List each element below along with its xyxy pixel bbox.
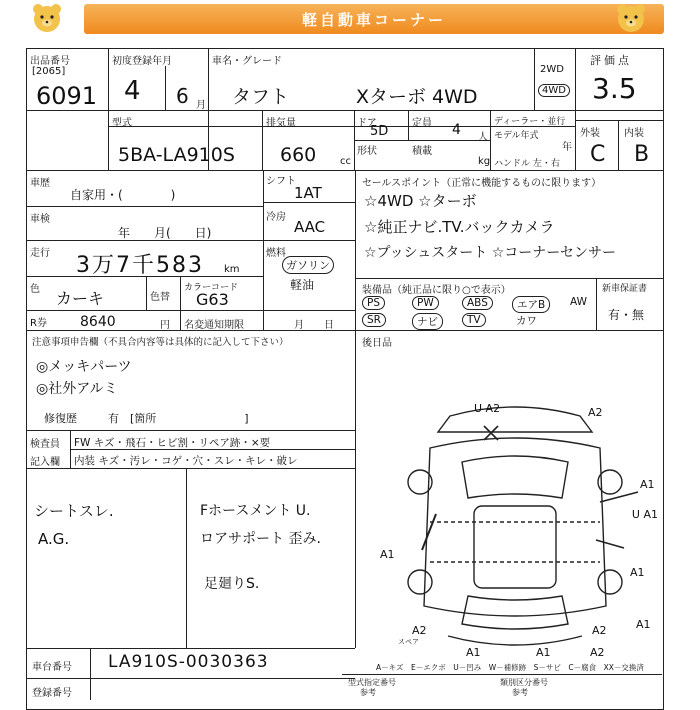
grid-line xyxy=(354,140,490,141)
grid-line xyxy=(575,48,576,170)
disp-unit: cc xyxy=(340,156,351,167)
grade: Xターボ 4WD xyxy=(356,86,478,108)
mileage: 3万7千583 xyxy=(76,253,204,278)
grid-line xyxy=(90,648,91,700)
spare-note: スペア xyxy=(398,638,419,646)
mark-8: A1 xyxy=(466,646,481,659)
fuel-label: 燃料 xyxy=(266,248,286,259)
inspector-label: 検査員 xyxy=(30,439,60,450)
front-bumper xyxy=(438,407,592,432)
score-label: 評価点 xyxy=(590,54,632,67)
hw-mid-3: 足廻りS. xyxy=(204,576,260,592)
grid-line xyxy=(186,468,187,648)
yen-unit: 円 xyxy=(160,320,170,331)
equip-item: AW xyxy=(570,296,587,308)
recycle: 8640 xyxy=(80,314,116,330)
ext-label: 外装 xyxy=(580,128,600,139)
equip-item: PS xyxy=(362,296,385,310)
auction-sheet xyxy=(0,38,700,700)
rear-seat-label: 後日品 xyxy=(362,338,392,349)
mileage-label: 走行 xyxy=(30,248,50,259)
hw-left-2: A.G. xyxy=(38,530,70,548)
type-label: 型式 xyxy=(112,118,132,129)
grid-line xyxy=(26,468,355,469)
roof xyxy=(474,506,556,588)
recycle-label: R券 xyxy=(30,318,47,329)
mark-0: U A2 xyxy=(474,402,501,415)
wheel-rear-right xyxy=(598,570,622,594)
wheel-rear-left xyxy=(408,570,432,594)
warranty-label: 新車保証書 xyxy=(602,284,648,294)
dealer-label: ディーラー・並行 xyxy=(494,117,566,127)
diagram-legend: A－キズ E－エクボ U－凹み W－補修跡 S－サビ C－腐食 XX－交換済 xyxy=(376,663,644,672)
grid-line xyxy=(262,110,263,170)
grid-line xyxy=(26,110,663,111)
grid-line xyxy=(26,430,355,431)
grid-line xyxy=(408,110,409,140)
notes-line-1: ◎メッキパーツ xyxy=(36,359,132,375)
equip-item: ABS xyxy=(462,296,493,310)
color: カーキ xyxy=(56,289,105,308)
grid-line xyxy=(180,310,181,330)
reg-year: 4 xyxy=(124,76,141,106)
lot-number: 6091 xyxy=(36,82,98,110)
usage-label: 車歴 xyxy=(30,178,50,189)
damage-cross xyxy=(484,426,498,440)
lot-sub: [2065] xyxy=(32,66,66,77)
grid-line xyxy=(26,648,355,649)
grid-line xyxy=(596,278,597,330)
hw-mid-2: ロアサポート 歪み. xyxy=(200,531,321,547)
mark-3: A1 xyxy=(640,478,655,491)
equip-label: 装備品（純正品に限り○で表示） xyxy=(362,285,511,296)
shaken-val: 年 月( 日) xyxy=(118,226,212,240)
equip-item: TV xyxy=(462,313,486,327)
inspector-row-1: FW キズ・飛石・ヒビ割・リペア跡・×要 xyxy=(74,437,271,449)
drive-4wd: 4WD xyxy=(538,84,570,97)
grid-line xyxy=(490,110,491,170)
handle-label: ハンドル 左・右 xyxy=(494,159,560,169)
damage-stroke xyxy=(422,514,436,550)
name-change-val: 月 日 xyxy=(294,320,334,331)
sales-label: セールスポイント（正常に機能するものに限ります） xyxy=(362,178,602,189)
equip-item: PW xyxy=(412,296,439,310)
cap-unit: 人 xyxy=(478,132,488,143)
doors: 5D xyxy=(370,124,389,139)
model-year-label: モデル年式 xyxy=(494,131,539,141)
grid-line xyxy=(355,170,356,330)
rear-bumper xyxy=(448,636,582,645)
repair-label: 修復歴 xyxy=(44,412,77,425)
banner-bar xyxy=(84,4,664,34)
equip-item: SR xyxy=(362,313,386,327)
cap-label: 定員 xyxy=(412,118,432,129)
grid-line xyxy=(355,330,356,648)
grid-line xyxy=(342,674,662,675)
equip-item: ナビ xyxy=(412,313,443,330)
grid-line xyxy=(165,66,166,110)
form-label: 型式指定番号 xyxy=(348,678,396,687)
grid-line xyxy=(26,678,355,679)
mark-10: A2 xyxy=(590,646,605,659)
car-body-outline xyxy=(424,438,606,616)
shaken-label: 車検 xyxy=(30,214,50,225)
notes-line-2: ◎社外アルミ xyxy=(36,381,118,397)
mark-7: A2 xyxy=(592,624,607,637)
sales-line-2: ☆純正ナビ.TV.バックカメラ xyxy=(364,218,555,236)
shift: 1AT xyxy=(294,184,322,202)
drive-2wd: 2WD xyxy=(540,64,564,75)
int-label: 内装 xyxy=(624,128,644,139)
fuel-oil: 軽油 xyxy=(290,278,315,292)
color-code: G63 xyxy=(196,290,229,309)
bear-mascot-icon xyxy=(614,2,648,36)
score: 3.5 xyxy=(592,72,637,105)
grid-line xyxy=(263,170,264,330)
usage: 自家用・( ) xyxy=(70,188,176,202)
color-no-label: 色替 xyxy=(150,292,170,303)
grid-line xyxy=(355,278,663,279)
mark-1: A2 xyxy=(588,406,603,419)
grid-line xyxy=(26,170,663,171)
notes-label: 注意事項申告欄（不具合内容等は具体的に記入して下さい） xyxy=(32,337,289,348)
load-label: 積載 xyxy=(412,146,432,157)
hw-mid-1: Fホースメント U. xyxy=(200,503,311,519)
lot-label: 出品番号 xyxy=(30,56,70,67)
shift-label: シフト xyxy=(266,176,296,187)
grid-line xyxy=(534,48,535,110)
mark-2: A1 xyxy=(380,548,395,561)
ac-label: 冷房 xyxy=(266,212,286,223)
disp-label: 排気量 xyxy=(266,118,296,129)
windshield xyxy=(462,456,568,498)
banner-title: 軽自動車コーナー xyxy=(301,11,446,29)
car-name: タフト xyxy=(232,86,290,108)
grid-line xyxy=(618,120,619,170)
load-unit: kg xyxy=(478,156,491,167)
form-ref: 参考 xyxy=(360,688,376,697)
reg-unit: 月 xyxy=(196,100,206,111)
mark-11: U A1 xyxy=(631,508,658,521)
name-change-label: 名変通知期限 xyxy=(184,320,244,331)
class-label: 類別区分番号 xyxy=(500,678,548,687)
car-damage-diagram xyxy=(370,372,660,662)
reg-month: 6 xyxy=(176,84,189,108)
bear-mascot-icon xyxy=(30,2,64,36)
grid-line xyxy=(575,120,663,121)
equip-item: エアB xyxy=(512,296,550,313)
year-unit: 年 xyxy=(562,142,572,153)
class-ref: 参考 xyxy=(512,688,528,697)
damage-stroke xyxy=(596,540,624,548)
chassis-label: 車台番号 xyxy=(32,662,72,673)
color-code-label: カラーコード xyxy=(184,283,239,293)
sales-line-3: ☆プッシュスタート ☆コーナーセンサー xyxy=(364,245,617,261)
grid-line xyxy=(26,310,355,311)
sales-line-1: ☆4WD ☆ターボ xyxy=(364,192,477,210)
grid-line xyxy=(146,276,147,310)
mark-6: A2 xyxy=(412,624,427,637)
banner xyxy=(0,0,700,38)
damage-marks xyxy=(380,402,658,659)
car-name-label: 車名・グレード xyxy=(212,56,282,67)
mark-4: A1 xyxy=(630,566,645,579)
displacement: 660 xyxy=(280,144,317,166)
shape-label: 形状 xyxy=(357,146,377,157)
equip-item: カワ xyxy=(516,315,537,327)
int-grade: B xyxy=(634,142,650,167)
ext-grade: C xyxy=(590,142,606,167)
fuel-gas: ガソリン xyxy=(282,256,334,274)
grid-line xyxy=(26,206,263,207)
hw-left-1: シートスレ. xyxy=(34,502,114,520)
model-code: 5BA-LA910S xyxy=(118,144,235,166)
color-label: 色 xyxy=(30,284,40,295)
reg-no-label: 登録番号 xyxy=(32,688,72,699)
grid-line xyxy=(180,276,181,310)
reg-label: 初度登録年月 xyxy=(112,56,172,67)
inspector-label-2: 記入欄 xyxy=(30,457,60,468)
warranty: 有・無 xyxy=(608,308,645,322)
door-label: ドア xyxy=(357,118,377,129)
ac: AAC xyxy=(294,218,326,236)
inspector-row-2: 内装 キズ・汚レ・コゲ・穴・スレ・キレ・破レ xyxy=(74,455,298,467)
chassis: LA910S-0030363 xyxy=(108,652,269,672)
repair-val: 有 [箇所 ] xyxy=(108,412,249,425)
mark-5: A1 xyxy=(636,618,651,631)
grid-line xyxy=(263,202,355,203)
rear-window xyxy=(462,596,568,629)
grid-line xyxy=(355,330,663,331)
capacity: 4 xyxy=(452,122,461,138)
mark-9: A1 xyxy=(536,646,551,659)
km-unit: km xyxy=(224,264,240,275)
grid-line xyxy=(108,48,109,170)
